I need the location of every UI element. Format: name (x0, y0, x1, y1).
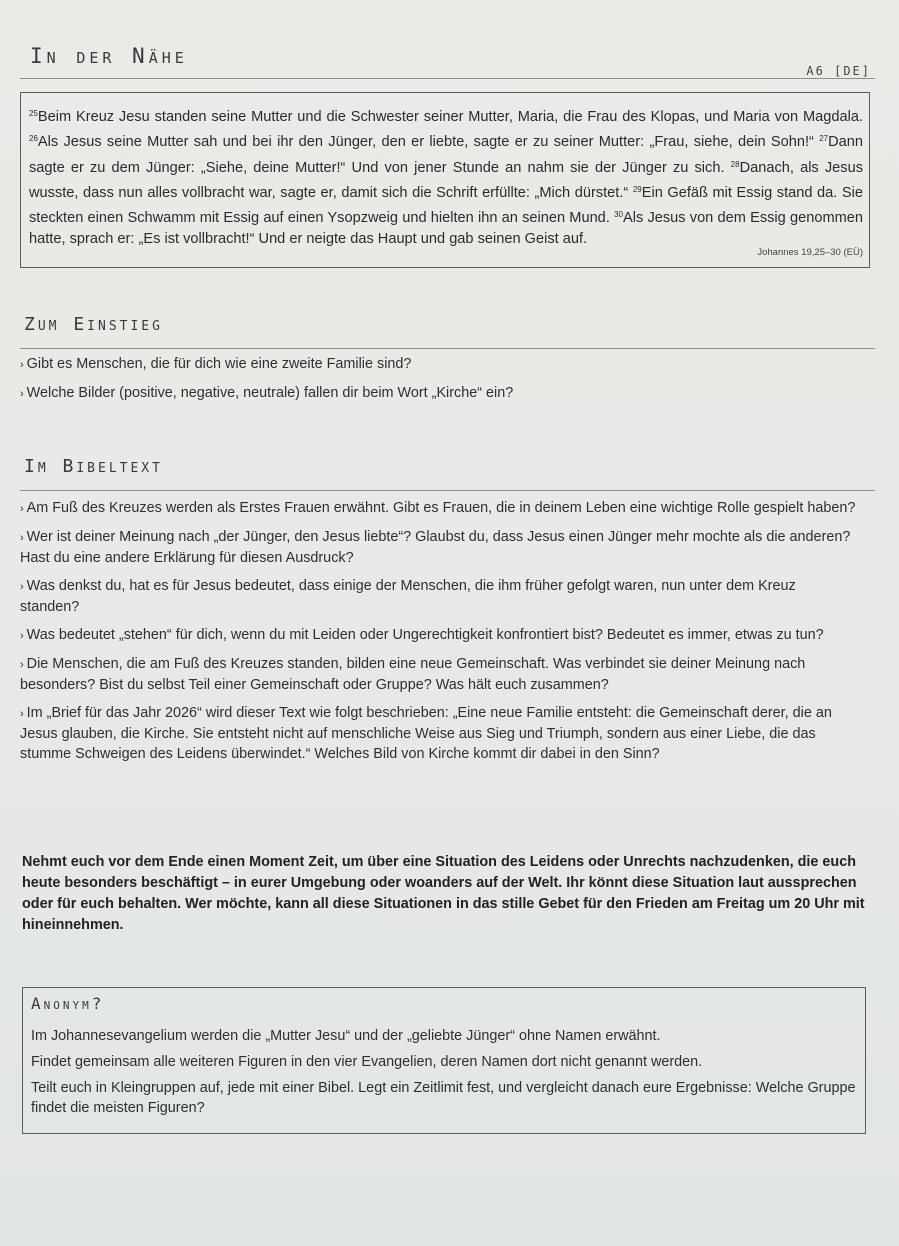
section-title-einstieg: Zum Einstieg (24, 314, 163, 335)
anonym-title: Anonym? (31, 994, 105, 1013)
anonym-paragraph: Teilt euch in Kleingruppen auf, jede mit einer Bibel. Legt ein Zeitlimit fest, und vergleicht danach eure Ergebnisse: Welche Gruppe findet die meisten Figuren? (31, 1080, 856, 1116)
bullet-arrow-icon: › (20, 659, 24, 671)
bible-quote-source: Johannes 19,25–30 (EÜ) (757, 246, 863, 258)
bullet-arrow-icon: › (20, 630, 24, 642)
bullet-arrow-icon: › (20, 388, 24, 400)
bullet-arrow-icon: › (20, 359, 24, 371)
bullet-arrow-icon: › (20, 503, 24, 515)
bible-quote-text: $^{25}$Beim Kreuz Jesu standen seine Mutter und die Schwester seiner Mutter, Maria, die Frau des Klopas, und Maria von Magdala. $^{26}$Als Jesus seine Mutter sah und bei ihr den Jünger, den er liebte, sagte er zu seiner Mutter: „Frau, siehe, dein Sohn!“ $^{27}$Dann sagte er zu dem Jünger: „Siehe, deine Mutter!“ Und von jener Stunde an nahm sie der Jünger zu sich. $^{28}$Danach, als Jesus wusste, dass nun alles vollbracht war, sagte er, damit sich die Schrift erfüllte: „Mich dürstet.“ $^{29}$Ein Gefäß mit Essig stand da. Sie steckten einen Schwamm mit Essig auf einen Ysopzweig und hielten ihn an seinen Mund. $^{30}$Als Jesus von dem Essig genommen hatte, sprach er: „Es ist vollbracht!“ Und er neigte das Haupt und gab seinen Geist auf. (29, 109, 864, 248)
anonym-box (22, 987, 866, 1134)
list-item: › Wer ist deiner Meinung nach „der Jünger, den Jesus liebte“? Glaubst du, dass Jesus einen Jünger mehr mochte als die anderen? Hast du eine andere Erklärung für diesen Ausdruck? (20, 529, 851, 566)
page-title: In der Nähe (30, 44, 188, 68)
bible-quote-box (20, 92, 870, 268)
anonym-paragraph: Findet gemeinsam alle weiteren Figuren in den vier Evangelien, deren Namen dort nicht genannt werden. (31, 1054, 703, 1070)
bibeltext-list (20, 498, 858, 772)
bullet-arrow-icon: › (20, 532, 24, 544)
anonym-paragraph: Im Johannesevangelium werden die „Mutter Jesu“ und der „geliebte Jünger“ ohne Namen erwähnt. (31, 1028, 661, 1044)
page-code: A6 [DE] (806, 64, 871, 78)
bibeltext-divider (20, 490, 875, 491)
list-item: › Gibt es Menschen, die für dich wie eine zweite Familie sind? (20, 356, 412, 372)
header-divider (20, 78, 875, 79)
list-item: › Am Fuß des Kreuzes werden als Erstes Frauen erwähnt. Gibt es Frauen, die in deinem Leben eine wichtige Rolle gespielt haben? (20, 500, 856, 516)
einstieg-divider (20, 348, 875, 349)
section-title-bibeltext: Im Bibeltext (24, 456, 163, 477)
reflection-instruction: Nehmt euch vor dem Ende einen Moment Zeit, um über eine Situation des Leidens oder Unrechts nachzudenken, die euch heute besonders beschäftigt – in eurer Umgebung oder woanders auf der Welt. Ihr könnt diese Situation laut aussprechen oder für euch behalten. Wer möchte, kann all diese Situationen in das stille Gebet für den Frieden am Freitag um 20 Uhr mit hineinnehmen. (22, 854, 865, 933)
list-item: › Die Menschen, die am Fuß des Kreuzes standen, bilden eine neue Gemeinschaft. Was verbindet sie deiner Meinung nach besonders? Bist du selbst Teil einer Gemeinschaft oder Gruppe? Was hält euch zusammen? (20, 656, 806, 693)
bullet-arrow-icon: › (20, 581, 24, 593)
bullet-arrow-icon: › (20, 708, 24, 720)
einstieg-list (20, 354, 870, 412)
list-item: › Im „Brief für das Jahr 2026“ wird dieser Text wie folgt beschrieben: „Eine neue Familie entsteht: die Gemeinschaft derer, die an Jesus glauben, die Kirche. Sie entsteht nicht auf menschliche Weise aus Sieg und Triumph, sondern aus einer Liebe, die das stumme Schweigen des Leidens überwindet.“ Welches Bild von Kirche kommt dir dabei in den Sinn? (20, 705, 832, 762)
list-item: › Was denkst du, hat es für Jesus bedeutet, dass einige der Menschen, die ihm früher gefolgt waren, nun unter dem Kreuz standen? (20, 578, 796, 615)
list-item: › Was bedeutet „stehen“ für dich, wenn du mit Leiden oder Ungerechtigkeit konfrontiert bist? Bedeutet es immer, etwas zu tun? (20, 627, 824, 643)
list-item: › Welche Bilder (positive, negative, neutrale) fallen dir beim Wort „Kirche“ ein? (20, 385, 514, 401)
